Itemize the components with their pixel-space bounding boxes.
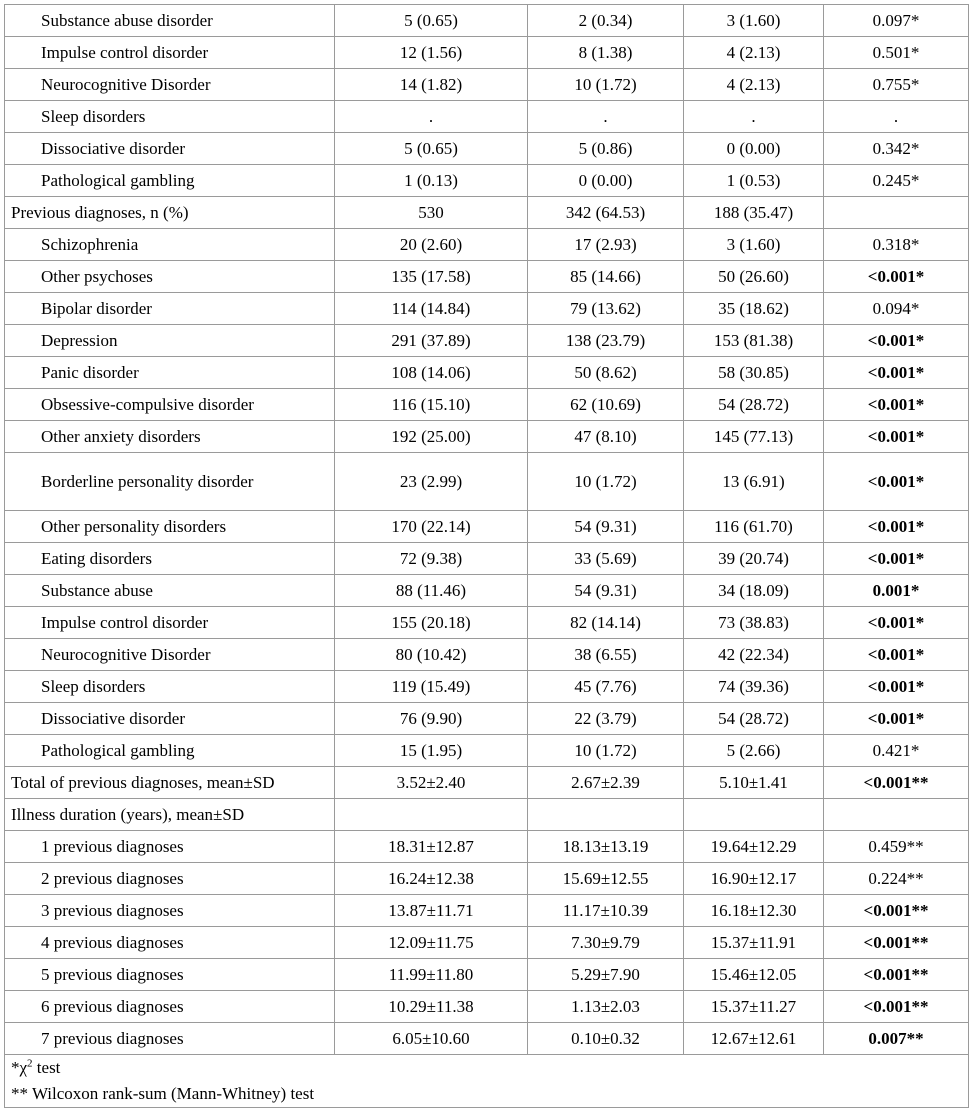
cell-total: 11.99±11.80	[335, 959, 528, 991]
row-label: Bipolar disorder	[5, 293, 335, 325]
cell-total: 23 (2.99)	[335, 453, 528, 511]
row-label: Sleep disorders	[5, 671, 335, 703]
cell-total: 530	[335, 197, 528, 229]
row-label: Obsessive-compulsive disorder	[5, 389, 335, 421]
cell-group-2: 15.37±11.91	[684, 927, 824, 959]
table-row	[5, 895, 969, 927]
cell-total: 76 (9.90)	[335, 703, 528, 735]
cell-group-1: .	[528, 101, 684, 133]
cell-group-1: 54 (9.31)	[528, 511, 684, 543]
cell-group-2: 15.37±11.27	[684, 991, 824, 1023]
cell-group-1: 11.17±10.39	[528, 895, 684, 927]
table-row	[5, 261, 969, 293]
cell-p-value: 0.318*	[824, 229, 969, 261]
cell-group-2: 39 (20.74)	[684, 543, 824, 575]
cell-group-2: 19.64±12.29	[684, 831, 824, 863]
cell-group-1: 15.69±12.55	[528, 863, 684, 895]
cell-p-value: 0.459**	[824, 831, 969, 863]
row-label: Impulse control disorder	[5, 37, 335, 69]
cell-total: 12.09±11.75	[335, 927, 528, 959]
table-row	[5, 325, 969, 357]
footnote-row	[5, 1055, 969, 1108]
cell-group-1: 10 (1.72)	[528, 735, 684, 767]
cell-total: 14 (1.82)	[335, 69, 528, 101]
cell-group-1: 138 (23.79)	[528, 325, 684, 357]
cell-group-1: 33 (5.69)	[528, 543, 684, 575]
cell-p-value: 0.342*	[824, 133, 969, 165]
cell-group-1: 5.29±7.90	[528, 959, 684, 991]
cell-group-1: 22 (3.79)	[528, 703, 684, 735]
cell-p-value: <0.001**	[824, 767, 969, 799]
table-row	[5, 511, 969, 543]
table-row	[5, 703, 969, 735]
cell-group-2: 34 (18.09)	[684, 575, 824, 607]
cell-group-2: 145 (77.13)	[684, 421, 824, 453]
cell-p-value: 0.097*	[824, 5, 969, 37]
table-row	[5, 575, 969, 607]
cell-group-2: 1 (0.53)	[684, 165, 824, 197]
table-row	[5, 831, 969, 863]
row-label: Pathological gambling	[5, 165, 335, 197]
cell-group-2: 5.10±1.41	[684, 767, 824, 799]
cell-p-value: 0.245*	[824, 165, 969, 197]
cell-group-1: 8 (1.38)	[528, 37, 684, 69]
cell-group-1: 50 (8.62)	[528, 357, 684, 389]
cell-group-1: 0 (0.00)	[528, 165, 684, 197]
row-label: Previous diagnoses, n (%)	[5, 197, 335, 229]
table-row	[5, 767, 969, 799]
cell-group-1: 0.10±0.32	[528, 1023, 684, 1055]
cell-group-1: 38 (6.55)	[528, 639, 684, 671]
cell-total: 5 (0.65)	[335, 133, 528, 165]
cell-group-2: .	[684, 101, 824, 133]
cell-group-1: 17 (2.93)	[528, 229, 684, 261]
cell-total: 6.05±10.60	[335, 1023, 528, 1055]
cell-total: 12 (1.56)	[335, 37, 528, 69]
cell-total: 3.52±2.40	[335, 767, 528, 799]
cell-p-value: <0.001**	[824, 959, 969, 991]
cell-p-value	[824, 197, 969, 229]
cell-group-2: 54 (28.72)	[684, 389, 824, 421]
row-label: Substance abuse	[5, 575, 335, 607]
cell-p-value: <0.001**	[824, 927, 969, 959]
row-label: 7 previous diagnoses	[5, 1023, 335, 1055]
cell-group-1: 7.30±9.79	[528, 927, 684, 959]
cell-group-2: 0 (0.00)	[684, 133, 824, 165]
table-row	[5, 357, 969, 389]
results-table	[4, 4, 969, 1108]
table-row	[5, 133, 969, 165]
table-row	[5, 863, 969, 895]
footnote-chi-square: $*\chi^2$ test	[11, 1057, 61, 1077]
cell-total: 135 (17.58)	[335, 261, 528, 293]
cell-p-value: 0.755*	[824, 69, 969, 101]
cell-group-2: 15.46±12.05	[684, 959, 824, 991]
row-label: 1 previous diagnoses	[5, 831, 335, 863]
table-row	[5, 735, 969, 767]
cell-p-value: <0.001*	[824, 389, 969, 421]
cell-total: 192 (25.00)	[335, 421, 528, 453]
row-label: Sleep disorders	[5, 101, 335, 133]
cell-group-1: 82 (14.14)	[528, 607, 684, 639]
cell-total: 80 (10.42)	[335, 639, 528, 671]
cell-p-value: <0.001*	[824, 639, 969, 671]
cell-total: 10.29±11.38	[335, 991, 528, 1023]
cell-group-2: 16.90±12.17	[684, 863, 824, 895]
row-label: Neurocognitive Disorder	[5, 69, 335, 101]
table-row	[5, 671, 969, 703]
cell-total: 5 (0.65)	[335, 5, 528, 37]
table-row	[5, 607, 969, 639]
cell-group-2	[684, 799, 824, 831]
cell-group-2: 74 (39.36)	[684, 671, 824, 703]
cell-p-value: <0.001*	[824, 607, 969, 639]
cell-total: 170 (22.14)	[335, 511, 528, 543]
cell-p-value: .	[824, 101, 969, 133]
row-label: 5 previous diagnoses	[5, 959, 335, 991]
table-row	[5, 165, 969, 197]
cell-total: 155 (20.18)	[335, 607, 528, 639]
cell-p-value: <0.001**	[824, 895, 969, 927]
cell-group-2: 5 (2.66)	[684, 735, 824, 767]
row-label: Total of previous diagnoses, mean±SD	[5, 767, 335, 799]
row-label: 6 previous diagnoses	[5, 991, 335, 1023]
row-label: 2 previous diagnoses	[5, 863, 335, 895]
table-row	[5, 927, 969, 959]
row-label: 4 previous diagnoses	[5, 927, 335, 959]
cell-group-2: 4 (2.13)	[684, 69, 824, 101]
cell-group-1: 2 (0.34)	[528, 5, 684, 37]
cell-p-value: <0.001*	[824, 543, 969, 575]
cell-total: 15 (1.95)	[335, 735, 528, 767]
table-row	[5, 1023, 969, 1055]
row-label: Pathological gambling	[5, 735, 335, 767]
cell-group-1: 10 (1.72)	[528, 453, 684, 511]
row-label: Neurocognitive Disorder	[5, 639, 335, 671]
table-row	[5, 389, 969, 421]
cell-p-value: <0.001*	[824, 703, 969, 735]
cell-total: 114 (14.84)	[335, 293, 528, 325]
cell-group-1: 2.67±2.39	[528, 767, 684, 799]
cell-group-2: 58 (30.85)	[684, 357, 824, 389]
table-row	[5, 543, 969, 575]
cell-total: 1 (0.13)	[335, 165, 528, 197]
cell-p-value: <0.001**	[824, 991, 969, 1023]
row-label: Other anxiety disorders	[5, 421, 335, 453]
cell-p-value: 0.094*	[824, 293, 969, 325]
table-row	[5, 799, 969, 831]
cell-group-2: 50 (26.60)	[684, 261, 824, 293]
cell-group-2: 116 (61.70)	[684, 511, 824, 543]
table-row	[5, 37, 969, 69]
row-label: Impulse control disorder	[5, 607, 335, 639]
cell-group-1: 18.13±13.19	[528, 831, 684, 863]
cell-total: 18.31±12.87	[335, 831, 528, 863]
table-row	[5, 101, 969, 133]
cell-group-2: 3 (1.60)	[684, 229, 824, 261]
table-row	[5, 639, 969, 671]
cell-p-value: <0.001*	[824, 261, 969, 293]
cell-p-value: <0.001*	[824, 511, 969, 543]
row-label: Dissociative disorder	[5, 703, 335, 735]
cell-group-2: 12.67±12.61	[684, 1023, 824, 1055]
cell-total: 116 (15.10)	[335, 389, 528, 421]
cell-p-value	[824, 799, 969, 831]
cell-total: 16.24±12.38	[335, 863, 528, 895]
cell-group-1: 79 (13.62)	[528, 293, 684, 325]
row-label: Panic disorder	[5, 357, 335, 389]
row-label: Borderline personality disorder	[5, 453, 335, 511]
cell-group-2: 4 (2.13)	[684, 37, 824, 69]
cell-group-1: 1.13±2.03	[528, 991, 684, 1023]
cell-group-1: 5 (0.86)	[528, 133, 684, 165]
cell-p-value: 0.007**	[824, 1023, 969, 1055]
cell-group-1: 45 (7.76)	[528, 671, 684, 703]
cell-group-1	[528, 799, 684, 831]
footnote-cell	[5, 1055, 969, 1108]
cell-p-value: 0.421*	[824, 735, 969, 767]
table-row	[5, 229, 969, 261]
cell-group-2: 13 (6.91)	[684, 453, 824, 511]
row-label: Other personality disorders	[5, 511, 335, 543]
cell-group-2: 16.18±12.30	[684, 895, 824, 927]
cell-group-2: 54 (28.72)	[684, 703, 824, 735]
cell-group-1: 54 (9.31)	[528, 575, 684, 607]
table-row	[5, 421, 969, 453]
cell-group-2: 42 (22.34)	[684, 639, 824, 671]
cell-p-value: <0.001*	[824, 453, 969, 511]
cell-total: .	[335, 101, 528, 133]
cell-total: 72 (9.38)	[335, 543, 528, 575]
cell-p-value: 0.501*	[824, 37, 969, 69]
cell-p-value: <0.001*	[824, 421, 969, 453]
footnote-wilcoxon: ** Wilcoxon rank-sum (Mann-Whitney) test	[11, 1084, 315, 1103]
row-label: Illness duration (years), mean±SD	[5, 799, 335, 831]
row-label: Other psychoses	[5, 261, 335, 293]
cell-group-2: 3 (1.60)	[684, 5, 824, 37]
cell-total: 291 (37.89)	[335, 325, 528, 357]
cell-group-1: 47 (8.10)	[528, 421, 684, 453]
row-label: Dissociative disorder	[5, 133, 335, 165]
row-label: 3 previous diagnoses	[5, 895, 335, 927]
cell-total: 88 (11.46)	[335, 575, 528, 607]
table-row	[5, 293, 969, 325]
cell-group-1: 342 (64.53)	[528, 197, 684, 229]
cell-p-value: 0.001*	[824, 575, 969, 607]
table-row	[5, 5, 969, 37]
table-row	[5, 991, 969, 1023]
cell-total: 119 (15.49)	[335, 671, 528, 703]
cell-group-2: 73 (38.83)	[684, 607, 824, 639]
cell-p-value: 0.224**	[824, 863, 969, 895]
cell-group-1: 62 (10.69)	[528, 389, 684, 421]
cell-total: 20 (2.60)	[335, 229, 528, 261]
cell-total	[335, 799, 528, 831]
table-row	[5, 69, 969, 101]
cell-group-1: 10 (1.72)	[528, 69, 684, 101]
row-label: Substance abuse disorder	[5, 5, 335, 37]
table-row	[5, 453, 969, 511]
cell-group-2: 35 (18.62)	[684, 293, 824, 325]
cell-p-value: <0.001*	[824, 325, 969, 357]
cell-p-value: <0.001*	[824, 357, 969, 389]
cell-group-2: 188 (35.47)	[684, 197, 824, 229]
cell-total: 13.87±11.71	[335, 895, 528, 927]
table-row	[5, 197, 969, 229]
table-body	[5, 5, 969, 1055]
table-row	[5, 959, 969, 991]
cell-group-2: 153 (81.38)	[684, 325, 824, 357]
cell-group-1: 85 (14.66)	[528, 261, 684, 293]
cell-p-value: <0.001*	[824, 671, 969, 703]
row-label: Depression	[5, 325, 335, 357]
row-label: Eating disorders	[5, 543, 335, 575]
cell-total: 108 (14.06)	[335, 357, 528, 389]
row-label: Schizophrenia	[5, 229, 335, 261]
